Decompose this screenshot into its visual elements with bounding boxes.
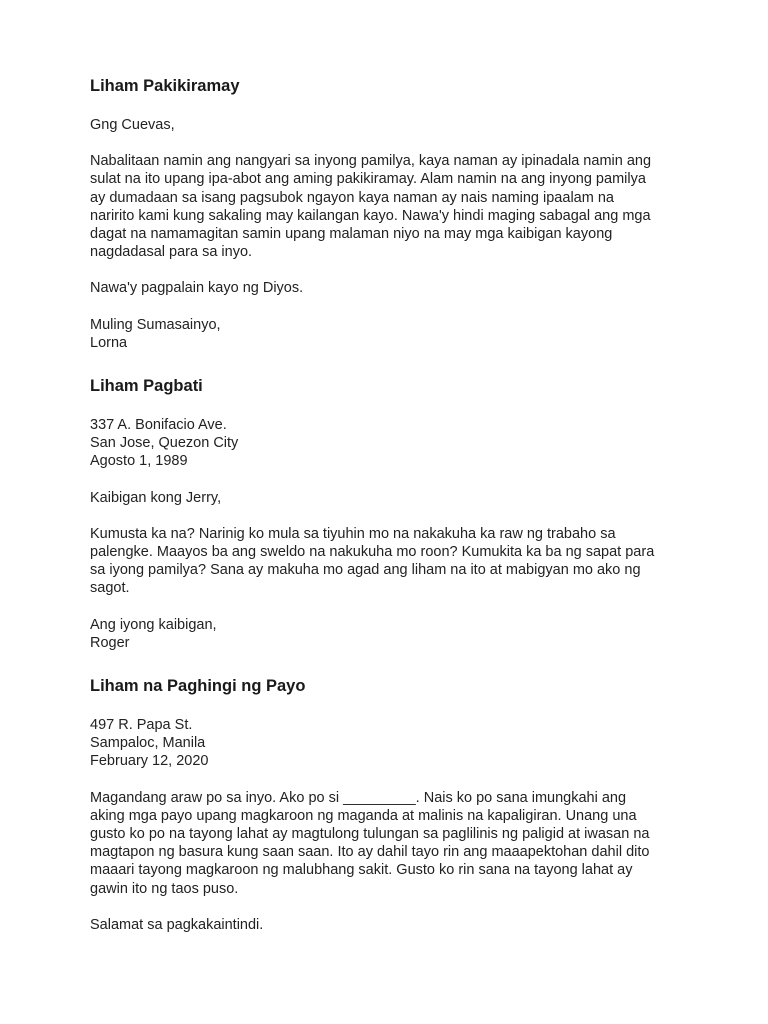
body-line: gawin ito ng taos puso.	[90, 880, 239, 897]
body-line: ay dumadaan sa isang pagsubok ngayon kaya naman ay nais naming ipaalam na	[90, 189, 614, 206]
body-line: aking mga payo upang magkaroon ng maganda at malinis na kapaligiran. Unang una	[90, 807, 637, 824]
body-line: dagat na namamagitan samin upang malaman niyo na may mga kaibigan kayong	[90, 226, 613, 243]
body-line: Magandang araw po sa inyo. Ako po si _________. Nais ko po sana imungkahi ang	[90, 789, 627, 806]
address-block	[90, 416, 730, 471]
signature: Lorna	[90, 334, 128, 351]
body-line: palengke. Maayos ba ang sweldo na nakukuha mo roon? Kumukita ka ba ng sapat para	[90, 544, 655, 561]
document-page	[90, 76, 730, 952]
closing	[90, 316, 730, 352]
body-line: magtapon ng basura kung saan saan. Ito ay dahil tayo rin ang maaapektohan dahil dito	[90, 844, 650, 861]
salutation	[90, 116, 730, 134]
body-line: gusto ko po na tayong lahat ay magtulong tulungan sa paglilinis ng paligid at iwasan na	[90, 826, 650, 843]
blessing	[90, 279, 730, 297]
closing-line: Muling Sumasainyo,	[90, 316, 221, 333]
letter-body	[90, 789, 730, 898]
letter-title: Liham Pakikiramay	[90, 77, 240, 95]
letter-pakikiramay	[90, 76, 730, 352]
letter-title: Liham na Paghingi ng Payo	[90, 677, 306, 696]
address-block	[90, 716, 730, 771]
address-line: San Jose, Quezon City	[90, 435, 239, 452]
date-line: Agosto 1, 1989	[90, 453, 188, 470]
body-line: sulat na ito upang ipa-abot ang aming pakikiramay. Alam namin na ang inyong pamilya	[90, 171, 646, 188]
letter-paghingi-ng-payo	[90, 676, 730, 934]
body-line: Kumusta ka na? Narinig ko mula sa tiyuhin mo na nakakuha ka raw ng trabaho sa	[90, 525, 616, 542]
address-line: 497 R. Papa St.	[90, 717, 193, 734]
closing	[90, 616, 730, 652]
signature: Roger	[90, 634, 130, 651]
letter-body	[90, 525, 730, 598]
letter-pagbati	[90, 376, 730, 652]
body-line: nagdadasal para sa inyo.	[90, 244, 253, 261]
letter-title: Liham Pagbati	[90, 377, 203, 396]
address-line: Sampaloc, Manila	[90, 735, 206, 752]
blessing-line: Nawa'y pagpalain kayo ng Diyos.	[90, 280, 304, 297]
salutation-line: Kaibigan kong Jerry,	[90, 489, 222, 506]
closing-line: Ang iyong kaibigan,	[90, 616, 217, 633]
letter-body	[90, 152, 730, 261]
body-line: Nabalitaan namin ang nangyari sa inyong pamilya, kaya naman ay ipinadala namin ang	[90, 153, 652, 170]
salutation	[90, 489, 730, 507]
salutation-line: Gng Cuevas,	[90, 117, 175, 133]
body-line: sagot.	[90, 580, 130, 597]
body-line: naririto kami kung sakaling may kailangan kayo. Nawa'y hindi maging sabagal ang mga	[90, 207, 651, 224]
date-line: February 12, 2020	[90, 753, 209, 770]
body-line: maaari tayong magkaroon ng malubhang sakit. Gusto ko rin sana na tayong lahat ay	[90, 862, 633, 879]
thanks-line: Salamat sa pagkakaintindi.	[90, 916, 264, 933]
thanks	[90, 916, 730, 934]
address-line: 337 A. Bonifacio Ave.	[90, 417, 227, 434]
body-line: sa iyong pamilya? Sana ay makuha mo agad ang liham na ito at mabigyan mo ako ng	[90, 562, 641, 579]
